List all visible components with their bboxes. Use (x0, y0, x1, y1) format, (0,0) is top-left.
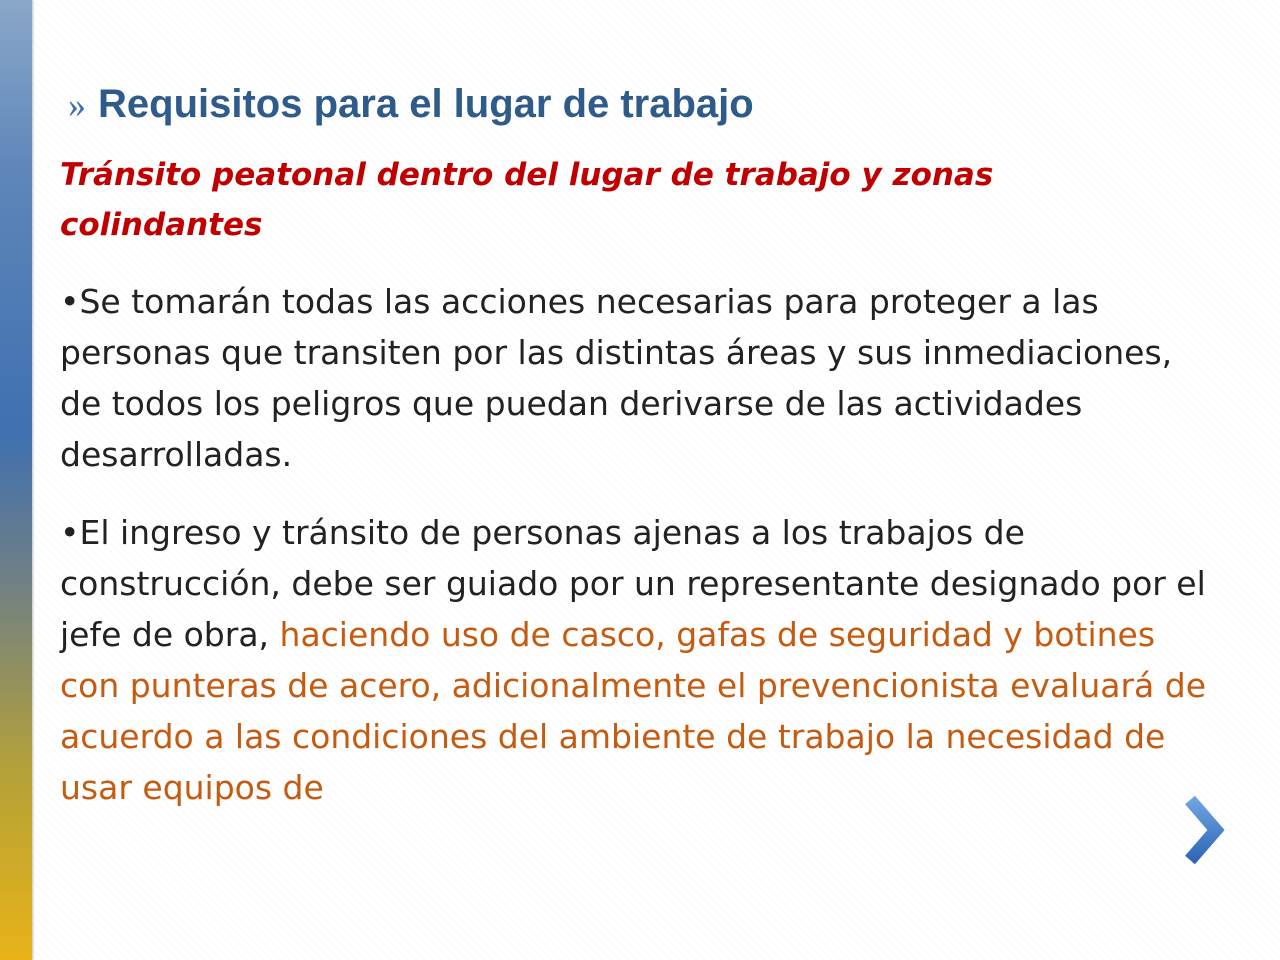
paragraph-2-text: El ingreso y tránsito de personas ajenas a los trabajos de construcción, debe ser guiado por un representante designado por el jefe de obra, (60, 513, 1206, 654)
paragraph-1-text: Se tomarán todas las acciones necesarias para proteger a las personas que transiten por las distintas áreas y sus inmediaciones, de todos los peligros que puedan derivarse de las actividades desarrolladas. (60, 282, 1173, 474)
paragraph-2-highlight: haciendo uso de casco, gafas de seguridad y botines con punteras de acero, adicionalmente el prevencionista evaluará de acuerdo a las condiciones del ambiente de trabajo la necesidad de usar equipos de (60, 615, 1207, 807)
chevron-right-icon[interactable] (1178, 792, 1228, 868)
paragraph-1 (60, 276, 1210, 480)
slide-subtitle: Tránsito peatonal dentro del lugar de trabajo y zonas colindantes (60, 157, 994, 243)
side-accent-bar (0, 0, 32, 960)
paragraph-2 (60, 507, 1210, 813)
title-marker: » (68, 85, 86, 125)
bullet: • (60, 282, 80, 321)
bullet: • (60, 513, 80, 552)
slide-title-text: Requisitos para el lugar de trabajo (98, 82, 754, 126)
slide-title (68, 78, 754, 131)
